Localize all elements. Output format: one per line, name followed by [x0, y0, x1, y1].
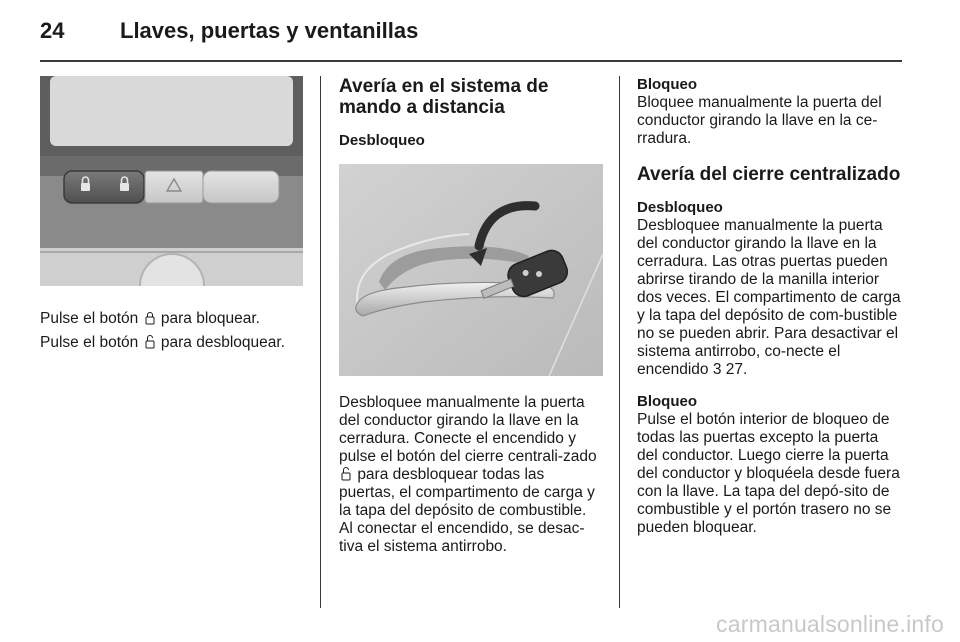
unlock-instruction-after: para desbloquear. — [160, 334, 285, 351]
unlock-procedure-text-cont: para desbloquear todas las puertas, el compartimento de carga y la tapa del depósito de combustible. Al conectar el encendido, se desac-tiva el sistema antirrobo. — [339, 466, 595, 555]
left-column — [40, 76, 303, 352]
middle-column — [339, 76, 603, 556]
subheading-lock: Bloqueo — [637, 393, 697, 410]
chapter-title: Llaves, puertas y ventanillas — [120, 18, 419, 43]
watermark: carmanualsonline.info — [716, 611, 944, 637]
unlock-icon — [145, 335, 155, 349]
lock-icon — [145, 311, 155, 325]
column-divider-2 — [619, 76, 620, 608]
page-header — [40, 18, 902, 62]
section-heading-central-lock-failure: Avería del cierre centralizado — [637, 164, 901, 185]
column-divider-1 — [320, 76, 321, 608]
unlock-instruction-before: Pulse el botón — [40, 334, 139, 351]
subheading-unlock: Desbloqueo — [637, 199, 723, 216]
unlock-icon — [341, 467, 351, 481]
subheading-unlock: Desbloqueo — [339, 132, 425, 149]
unlock-procedure-text: Desbloquee manualmente la puerta del conductor girando la llave en la cerradura. Conecte el encendido y pulse el botón del cierre centrali-zado — [339, 394, 597, 465]
page-number: 24 — [40, 18, 65, 43]
subheading-lock: Bloqueo — [637, 76, 697, 93]
dashboard-lock-buttons-photo — [40, 76, 303, 286]
lock-manual-text: Bloquee manualmente la puerta del conductor girando la llave en la ce-rradura. — [637, 94, 882, 147]
lock-instruction-after: para bloquear. — [160, 310, 260, 327]
lock-interior-text: Pulse el botón interior de bloqueo de todas las puertas excepto la puerta del conductor. Luego cierre la puerta del conductor y bloquéela desde fuera con la llave. La tapa del depó-sito de combustible y el portón trasero no se pueden bloquear. — [637, 411, 900, 536]
header-rule — [40, 60, 902, 62]
right-column — [637, 76, 903, 537]
unlock-manual-text: Desbloquee manualmente la puerta del conductor girando la llave en la cerradura. Las otras puertas pueden abrirse tirando de la manilla interior dos veces. El compartimento de carga y la tapa del depósito de com-bustible no se pueden abrir. Para desactivar el sistema antirrobo, co-necte el encendido — [637, 217, 901, 378]
page-reference: 3 27. — [712, 361, 748, 378]
door-handle-key-illustration — [339, 164, 603, 376]
lock-instruction-before: Pulse el botón — [40, 310, 139, 327]
section-heading-remote-failure: Avería en el sistema de mando a distancia — [339, 76, 549, 118]
